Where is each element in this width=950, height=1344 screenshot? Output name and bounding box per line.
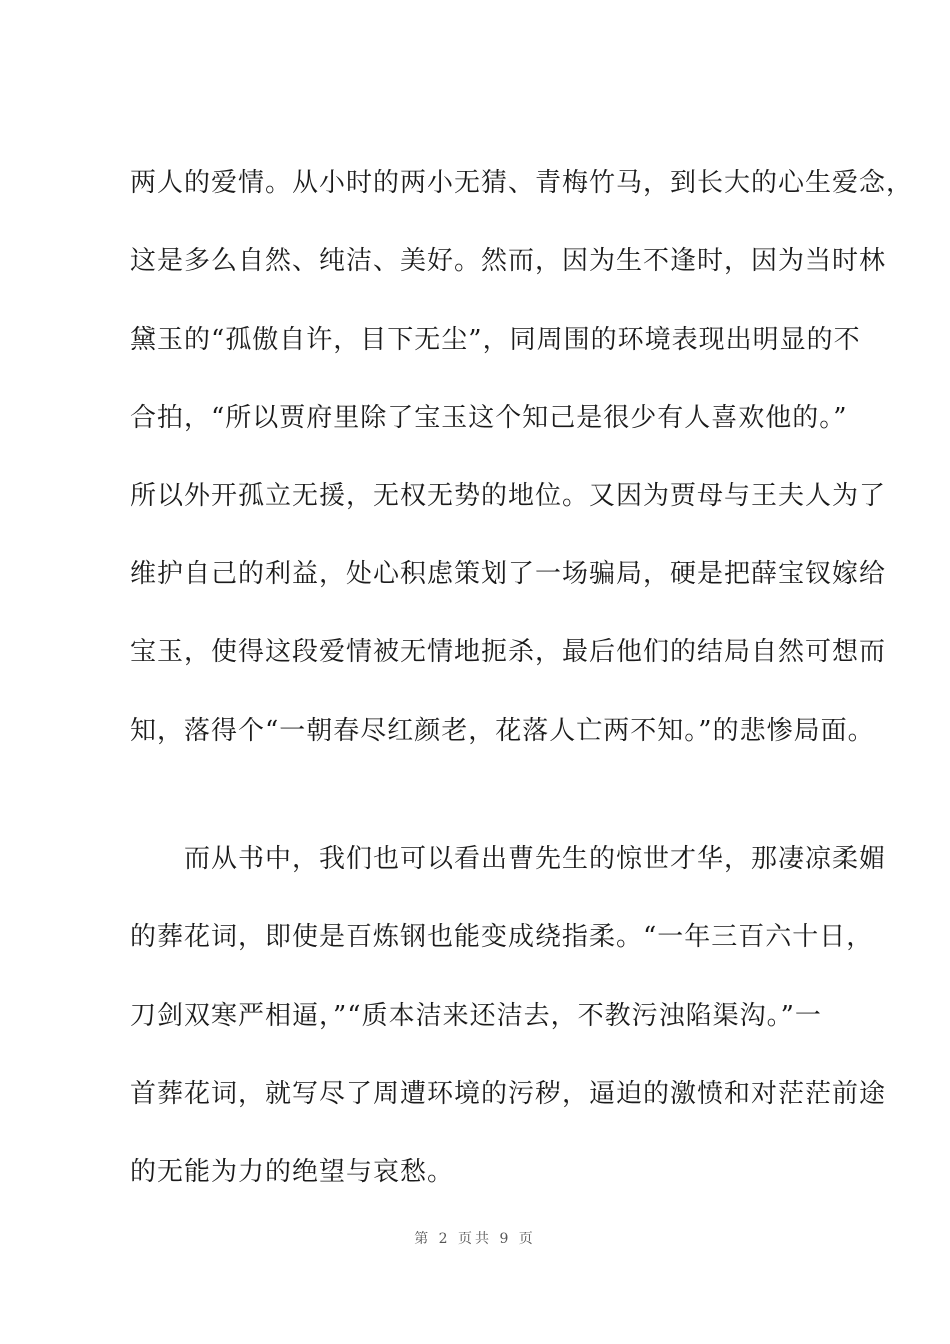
page-number-footer: 第 2 页共 9 页 — [414, 1231, 536, 1247]
text-line: 首葬花词，就写尽了周遭环境的污秽，逼迫的激愤和对茫茫前途 — [130, 1079, 887, 1109]
text-line: 两人的爱情。从小时的两小无猜、青梅竹马，到长大的心生爱念， — [130, 168, 914, 198]
text-line: 知，落得个“一朝春尽红颜老，花落人亡两不知。”的悲惨局面。 — [130, 716, 875, 746]
text-line: 宝玉，使得这段爱情被无情地扼杀，最后他们的结局自然可想而 — [130, 637, 887, 667]
text-line: 黛玉的“孤傲自许，目下无尘”，同周围的环境表现出明显的不 — [130, 325, 861, 355]
text-line: 维护自己的利益，处心积虑策划了一场骗局，硬是把薛宝钗嫁给 — [130, 559, 887, 589]
text-line: 合拍，“所以贾府里除了宝玉这个知己是很少有人喜欢他的。” — [130, 403, 848, 433]
text-line: 刀剑双寒严相逼，”“质本洁来还洁去，不教污浊陷渠沟。”一 — [130, 1001, 822, 1031]
text-line: 的无能为力的绝望与哀愁。 — [130, 1157, 455, 1187]
text-line: 的葬花词，即使是百炼钢也能变成绕指柔。“一年三百六十日， — [130, 922, 874, 952]
text-line: 所以外开孤立无援，无权无势的地位。又因为贾母与王夫人为了 — [130, 481, 887, 511]
text-line: 而从书中，我们也可以看出曹先生的惊世才华，那凄凉柔媚 — [130, 844, 887, 874]
text-line: 这是多么自然、纯洁、美好。然而，因为生不逢时，因为当时林 — [130, 246, 887, 276]
